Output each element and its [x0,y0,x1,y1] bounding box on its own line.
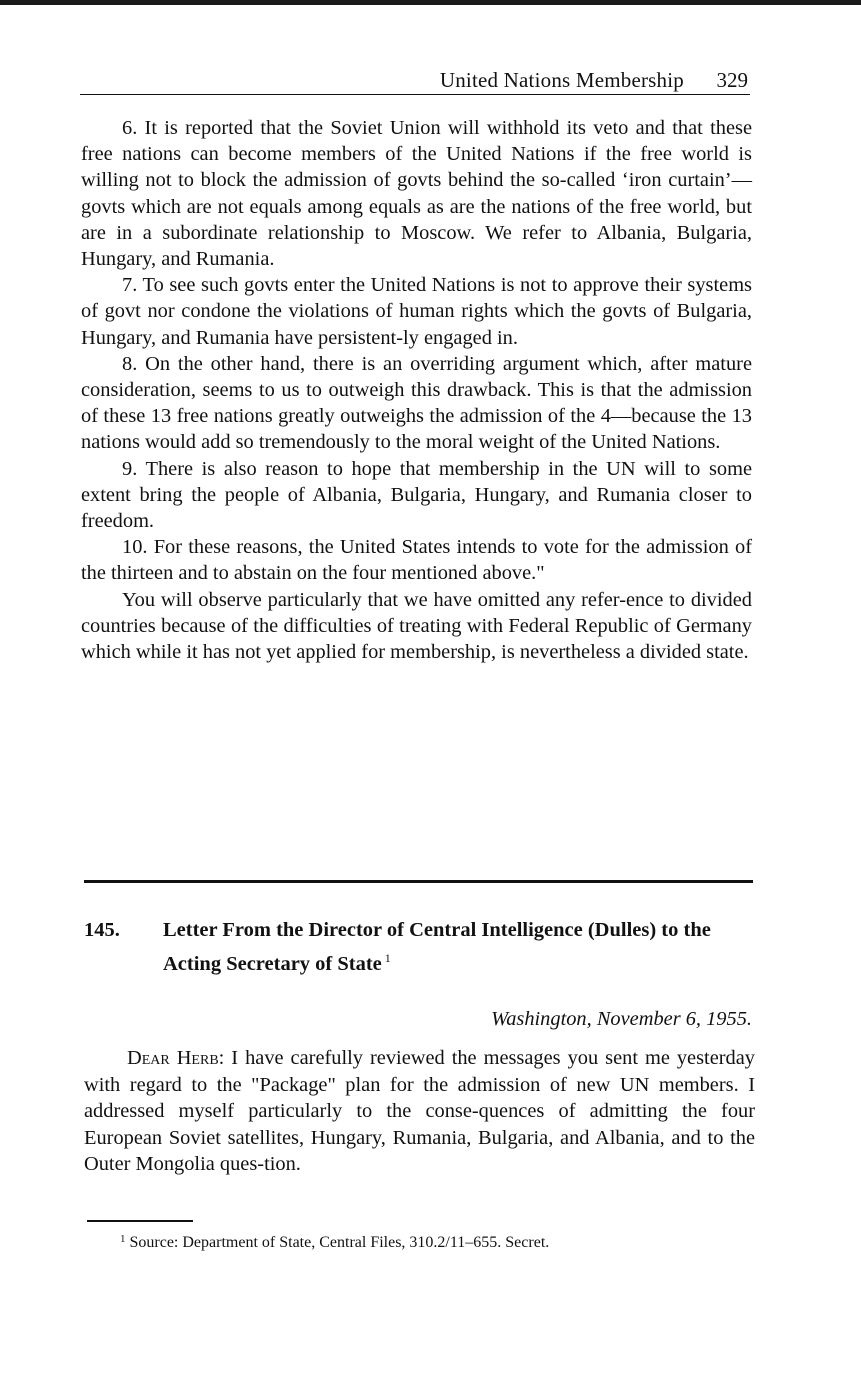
dateline: Washington, November 6, 1955. [491,1008,752,1030]
letter-text: I have carefully reviewed the messages you sent me yesterday with regard to the "Package" plan for the admission of new UN members. I addressed myself particularly to the conse-quences of admitting the four European Soviet satellites, Hungary, Rumania, Bulgaria, and Albania, and to the Outer Mongolia ques-tion. [84,1047,755,1175]
footnote [120,1228,549,1254]
running-title: United Nations Membership [439,68,684,92]
paragraph-10: 10. For these reasons, the United States intends to vote for the admission of the thirteen and to abstain on the four mentioned above." [81,536,752,585]
footnote-marker: 1 [120,1233,126,1245]
paragraph-6: 6. It is reported that the Soviet Union will withhold its veto and that these free nations can become members of the United Nations if the free world is willing not to block the admission of govts behind the so-called ‘iron curtain’—govts which are not equals among equals as are the nations of the free world, but are in a subordinate relationship to Moscow. We refer to Albania, Bulgaria, Hungary, and Rumania. [81,117,752,271]
paragraph-8: 8. On the other hand, there is an overriding argument which, after mature consideration, seems to us to outweigh this drawback. This is that the admission of these 13 free nations greatly outweighs the admission of the 4—because the 13 nations would add so tremendously to the moral weight of the United Nations. [81,352,752,454]
document-title-block [163,916,763,978]
section-divider [84,880,753,883]
top-edge-bar [0,0,861,5]
running-header [80,68,750,95]
letter-body [84,1045,755,1178]
document-title: Letter From the Director of Central Intelligence (Dulles) to the Acting Secretary of State [163,919,711,975]
paragraph-7: 7. To see such govts enter the United Nations is not to approve their systems of govt nor condone the violations of human rights which the govts of Bulgaria, Hungary, and Rumania have persistent-ly engaged in. [81,274,752,349]
paragraph-9: 9. There is also reason to hope that membership in the UN will to some extent bring the people of Albania, Bulgaria, Hungary, and Rumania closer to freedom. [81,457,752,533]
letter-paragraph [84,1045,755,1178]
footnote-text: Source: Department of State, Central Files, 310.2/11–655. Secret. [129,1234,550,1251]
footnote-reference[interactable]: 1 [384,951,391,965]
page-number: 329 [716,68,748,92]
paragraph-closing: You will observe particularly that we have omitted any refer-ence to divided countries because of the difficulties of treating with Federal Republic of Germany which while it has not yet applied for membership, is nevertheless a divided state. [81,588,752,664]
document-number: 145. [84,919,120,941]
footnote-rule [87,1220,193,1222]
body-text [81,115,752,665]
salutation: Dear Herb: [127,1047,225,1069]
